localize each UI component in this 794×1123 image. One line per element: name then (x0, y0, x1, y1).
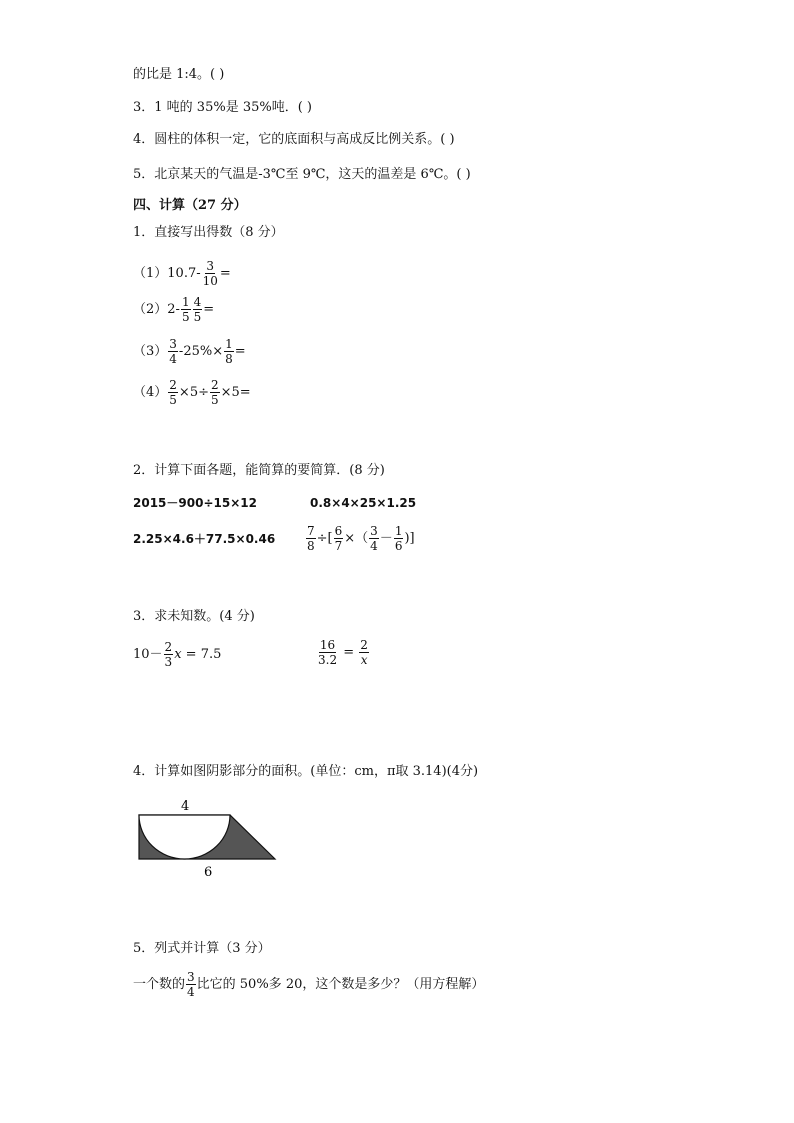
q2-expr-1: 2015－900÷15×12 (133, 496, 257, 510)
q1-part-2: （2）2- $\frac{1}{5}$ $\frac{4}{5}$ = (133, 295, 215, 324)
q4-title: 4．计算如图阴影部分的面积。(单位：cm，π取 3.14)(4分) (133, 764, 479, 779)
q3-equation-1: 10－ $\frac{2}{3}$ x = 7.5 (133, 640, 222, 669)
fraction: $\frac{7}{8}$ (307, 524, 315, 553)
fraction: $\frac{2}{5}$ (210, 378, 219, 407)
fraction: $\frac{1}{5}$ (181, 295, 190, 324)
q1-part-3: （3） $\frac{3}{4}$ -25%× $\frac{1}{8}$ = (133, 337, 246, 366)
judge-line-4: 4．圆柱的体积一定，它的底面积与高成反比例关系。( ) (133, 132, 455, 147)
fraction: $\frac{3}{4}$ (169, 337, 177, 366)
q3-equation-2: $\frac{16}{3.2}$ = $\frac{2}{x}$ (318, 638, 368, 667)
q1-part-1: （1）10.7- $\frac{3}{10}$ = (133, 259, 231, 288)
q2-expr-3: 2.25×4.6＋77.5×0.46 (133, 532, 276, 546)
fraction: $\frac{6}{7}$ (334, 524, 343, 553)
q5-title: 5．列式并计算（3 分） (133, 941, 271, 956)
q3-title: 3．求未知数。(4 分) (133, 609, 255, 624)
fraction: $\frac{3}{4}$ (370, 524, 378, 553)
judge-line-5: 5．北京某天的气温是-3℃至 9℃，这天的温差是 6℃。( ) (133, 167, 471, 182)
fraction: $\frac{2}{5}$ (169, 378, 177, 407)
q1-p1-label: （1）10.7- (133, 266, 201, 281)
fraction: $\frac{2}{3}$ (164, 640, 173, 669)
shaded-area-figure (130, 795, 290, 885)
q2-expr-2: 0.8×4×25×1.25 (310, 496, 417, 510)
fraction: $\frac{16}{3.2}$ (318, 638, 338, 667)
top-length-label: 4 (181, 799, 190, 814)
fraction: $\frac{3}{4}$ (187, 970, 195, 999)
q2-expr-4: $\frac{7}{8}$ ÷[ $\frac{6}{7}$ ×（ $\frac{3}{4}$ － $\frac{1}{6}$ )] (307, 524, 415, 553)
section-title: 四、计算（27 分） (133, 198, 247, 213)
q2-title: 2．计算下面各题，能简算的要简算．(8 分) (133, 463, 385, 478)
fraction: $\frac{4}{5}$ (193, 295, 202, 324)
fraction: $\frac{3}{10}$ (202, 259, 218, 288)
judge-line-2-cont: 的比是 1:4。( ) (133, 67, 225, 82)
q1-part-4: （4） $\frac{2}{5}$ ×5÷ $\frac{2}{5}$ ×5= (133, 378, 251, 407)
fraction: $\frac{1}{8}$ (225, 337, 233, 366)
fraction: $\frac{1}{6}$ (394, 524, 403, 553)
q1-title: 1．直接写出得数（8 分） (133, 225, 284, 240)
q5-problem: 一个数的 $\frac{3}{4}$ 比它的 50%多 20，这个数是多少？（用方程解） (133, 970, 485, 999)
fraction: $\frac{2}{x}$ (360, 638, 368, 667)
bottom-length-label: 6 (204, 865, 213, 880)
judge-line-3: 3．1 吨的 35%是 35%吨．( ) (133, 100, 313, 115)
